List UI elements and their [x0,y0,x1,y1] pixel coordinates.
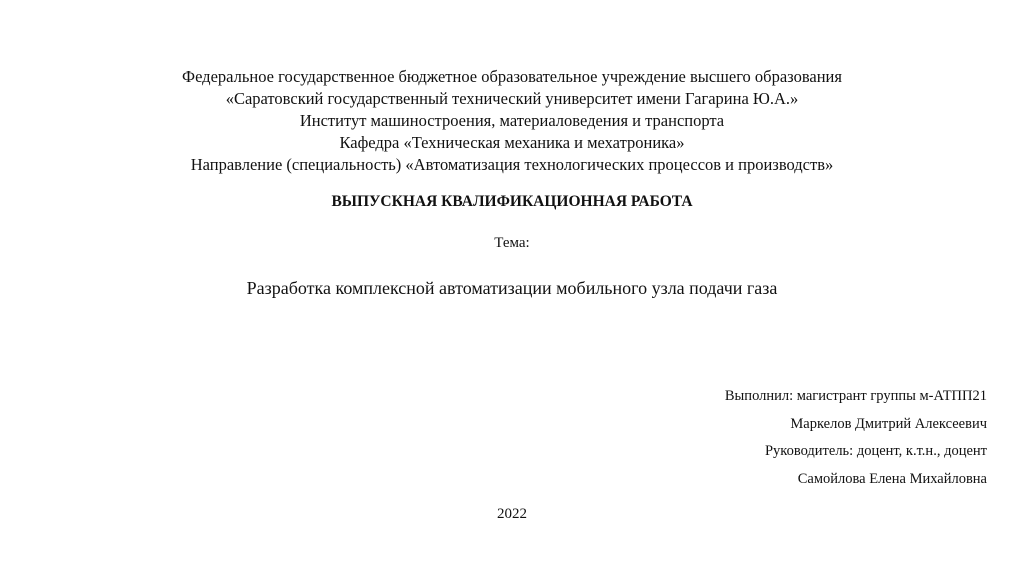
supervisor-name: Самойлова Елена Михайловна [797,470,987,487]
topic-text: Разработка комплексной автоматизации мобильного узла подачи газа [246,278,778,298]
credits-block [725,385,987,495]
performer-label: Выполнил: магистрант группы м-АТПП21 [724,388,987,404]
institution-line-direction: Направление (специальность) «Автоматизация технологических процессов и производств» [190,155,834,174]
topic-label: Тема: [494,235,530,251]
institution-line-university: «Саратовский государственный технический университет имени Гагарина Ю.А.» [225,89,799,108]
document-title: ВЫПУСКНАЯ КВАЛИФИКАЦИОННАЯ РАБОТА [331,193,693,210]
institution-line-federal: Федеральное государственное бюджетное образовательное учреждение высшего образования [182,67,842,86]
performer-name: Маркелов Дмитрий Алексеевич [790,415,987,432]
year: 2022 [497,506,527,522]
institution-line-department: Кафедра «Техническая механика и мехатроника» [339,133,685,152]
institution-line-institute: Институт машиностроения, материаловедения и транспорта [299,111,725,130]
supervisor-label: Руководитель: доцент, к.т.н., доцент [764,443,987,459]
institution-header [0,66,1024,176]
